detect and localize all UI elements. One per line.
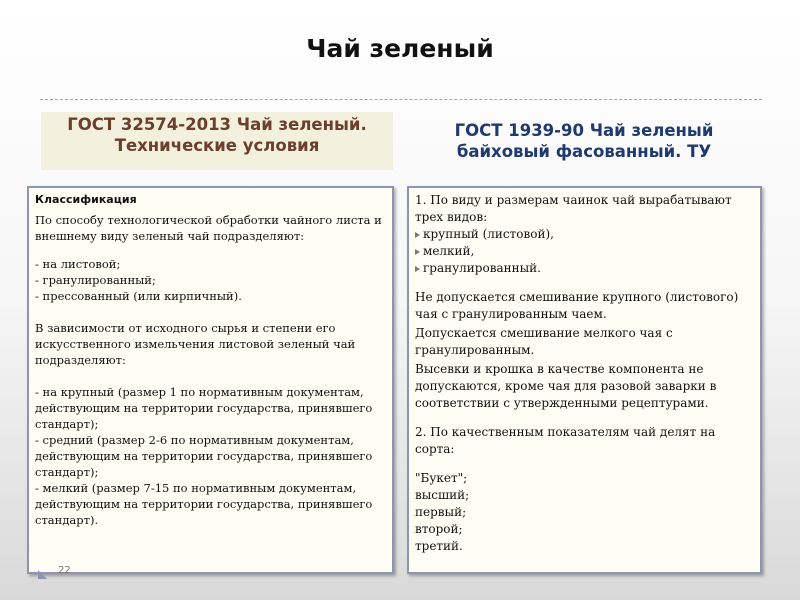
kind-item: крупный (листовой), (415, 226, 754, 243)
page-number: 22 (58, 565, 71, 576)
grade-item: третий. (415, 539, 463, 553)
kind-item: мелкий, (415, 243, 754, 260)
right-column-header: ГОСТ 1939-90 Чай зеленый байховый фасованный. ТУ (454, 121, 714, 161)
corner-arrow-icon (38, 570, 47, 579)
left-content-box (27, 186, 394, 574)
mixing-note: Допускается смешивание мелкого чая с гранулированным. (415, 326, 673, 357)
mixing-note: Не допускается смешивание крупного (листового) чая с гранулированным чаем. (415, 290, 739, 321)
grade-item: второй; (415, 522, 463, 536)
raw-material-paragraph: В зависимости от исходного сырья и степени его искусственного измельчения листовой зеленый чай подразделяют: (35, 321, 356, 367)
kind-item: гранулированный. (415, 260, 754, 277)
type-item: - гранулированный; (35, 273, 156, 287)
left-column-header: ГОСТ 32574-2013 Чай зеленый. Технические условия (41, 112, 393, 170)
type-item: - на листовой; (35, 257, 121, 271)
kinds-intro: 1. По виду и размерам чаинок чай вырабатывают трех видов: (415, 193, 732, 224)
grade-item: высший; (415, 488, 470, 502)
slide-title: Чай зеленый (306, 34, 494, 63)
size-item: - мелкий (размер 7-15 по нормативным документам, действующим на территории государства, принявшего стандарт). (35, 481, 373, 527)
grade-item: "Букет"; (415, 471, 468, 485)
grade-item: первый; (415, 505, 467, 519)
right-content-box (407, 186, 762, 574)
title-divider (40, 99, 762, 100)
size-item: - средний (размер 2-6 по нормативным документам, действующим на территории государства, принявшего стандарт); (35, 433, 373, 479)
classification-heading: Классификация (35, 193, 137, 206)
grades-intro: 2. По качественным показателям чай делят на сорта: (415, 425, 716, 456)
processing-paragraph: По способу технологической обработки чайного листа и внешнему виду зеленый чай подразделяют: (35, 213, 382, 243)
type-item: - прессованный (или кирпичный). (35, 289, 242, 303)
size-item: - на крупный (размер 1 по нормативным документам, действующим на территории государства, принявшего стандарт); (35, 385, 373, 431)
mixing-note: Высевки и крошка в качестве компонента не допускаются, кроме чая для разовой заварки в соответствии с утвержденными рецептурами. (415, 362, 717, 410)
